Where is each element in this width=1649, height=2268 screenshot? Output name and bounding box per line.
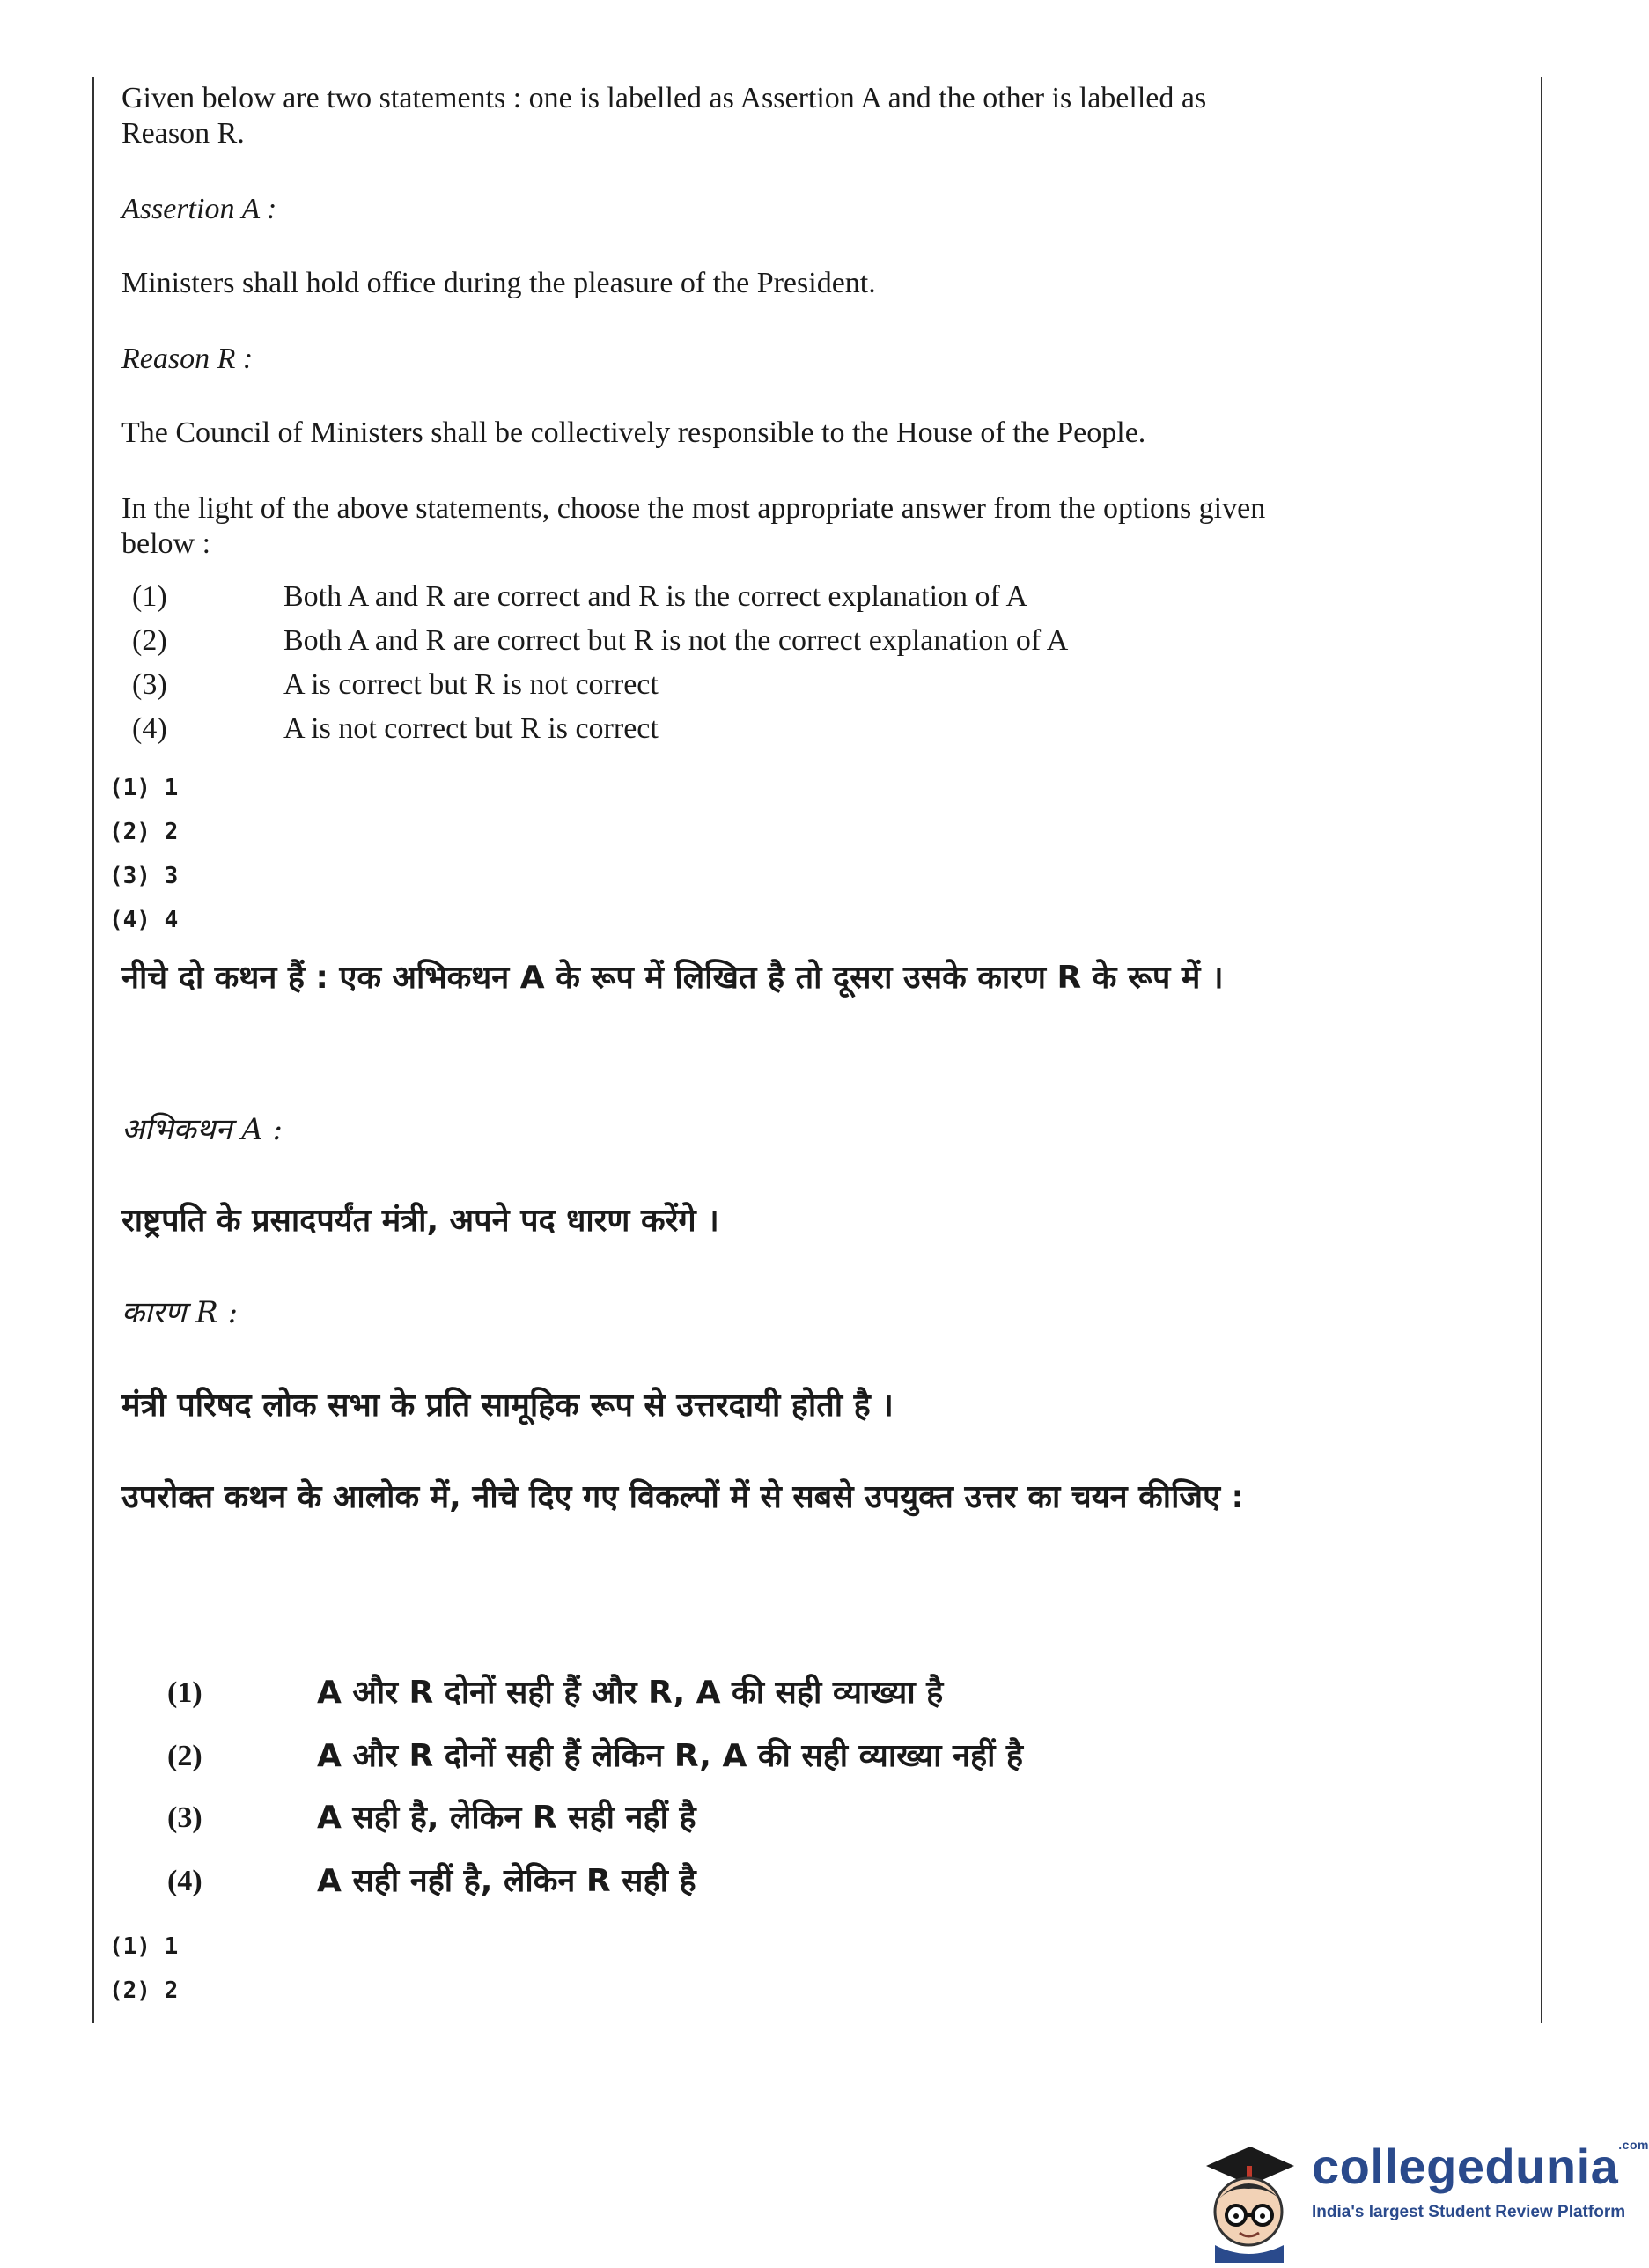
option-number: (2) [132,624,167,657]
option-text: A और R दोनों सही हैं और R, A की सही व्याख्या है [317,1675,944,1711]
left-border-rule [92,77,94,2023]
english-assertion-label: Assertion A : [121,193,277,225]
option-text: A सही है, लेकिन R सही नहीं है [317,1800,696,1836]
option-number: (4) [167,1865,202,1897]
option-text: A सही नहीं है, लेकिन R सही है [317,1863,696,1899]
option-number: (4) [132,712,167,745]
hindi-reason-text: मंत्री परिषद लोक सभा के प्रति सामूहिक रूप से उत्तरदायी होती है । [121,1388,894,1424]
right-border-rule [1541,77,1542,2023]
english-reason-text: The Council of Ministers shall be collectively responsible to the House of the People. [121,416,1146,449]
hindi-answer-choice-2[interactable]: (2) 2 [109,1977,179,2004]
hindi-intro: नीचे दो कथन हैं : एक अभिकथन A के रूप में लिखित है तो दूसरा उसके कारण R के रूप में । [121,960,1224,996]
option-text: A is correct but R is not correct [283,668,659,701]
logo-suffix: .com [1618,2138,1649,2152]
option-number: (1) [167,1676,202,1709]
hindi-reason-label-row [121,1285,1495,1340]
answer-choice-3[interactable]: (3) 3 [109,863,179,889]
logo-tagline: India's largest Student Review Platform [1312,2203,1626,2221]
english-reason-label: Reason R : [121,342,254,375]
english-intro: Given below are two statements : one is labelled as Assertion A and the other is labelled as Reason R. [121,82,1207,150]
option-text: Both A and R are correct but R is not the correct explanation of A [283,624,1069,657]
option-text: Both A and R are correct and R is the correct explanation of A [283,580,1028,613]
answer-choice-4[interactable]: (4) 4 [109,907,179,933]
option-number: (2) [167,1740,202,1772]
hindi-assertion-label-row [121,1102,1495,1157]
hindi-instruction: उपरोक्त कथन के आलोक में, नीचे दिए गए विकल्पों में से सबसे उपयुक्त उत्तर का चयन कीजिए : [121,1479,1244,1515]
logo-name: collegedunia [1312,2139,1619,2194]
option-number: (3) [167,1801,202,1834]
option-text: A और R दोनों सही हैं लेकिन R, A की सही व्याख्या नहीं है [317,1738,1024,1774]
english-instruction: In the light of the above statements, choose the most appropriate answer from the options given below : [121,492,1266,560]
mascot-icon [1197,2131,1303,2263]
answer-choice-2[interactable]: (2) 2 [109,819,179,845]
option-number: (1) [132,580,167,613]
english-assertion-text: Ministers shall hold office during the pleasure of the President. [121,267,876,299]
hindi-assertion-label: अभिकथन A : [121,1112,283,1147]
option-number: (3) [132,668,167,701]
hindi-reason-label: कारण R : [121,1295,239,1330]
option-text: A is not correct but R is correct [283,712,659,745]
collegedunia-logo [1197,2131,1649,2263]
hindi-answer-choice-1[interactable]: (1) 1 [109,1933,179,1960]
hindi-assertion-text: राष्ट्रपति के प्रसादपर्यंत मंत्री, अपने पद धारण करेंगे । [121,1203,719,1239]
logo-wordmark [1312,2138,1649,2195]
answer-choice-1[interactable]: (1) 1 [109,775,179,801]
